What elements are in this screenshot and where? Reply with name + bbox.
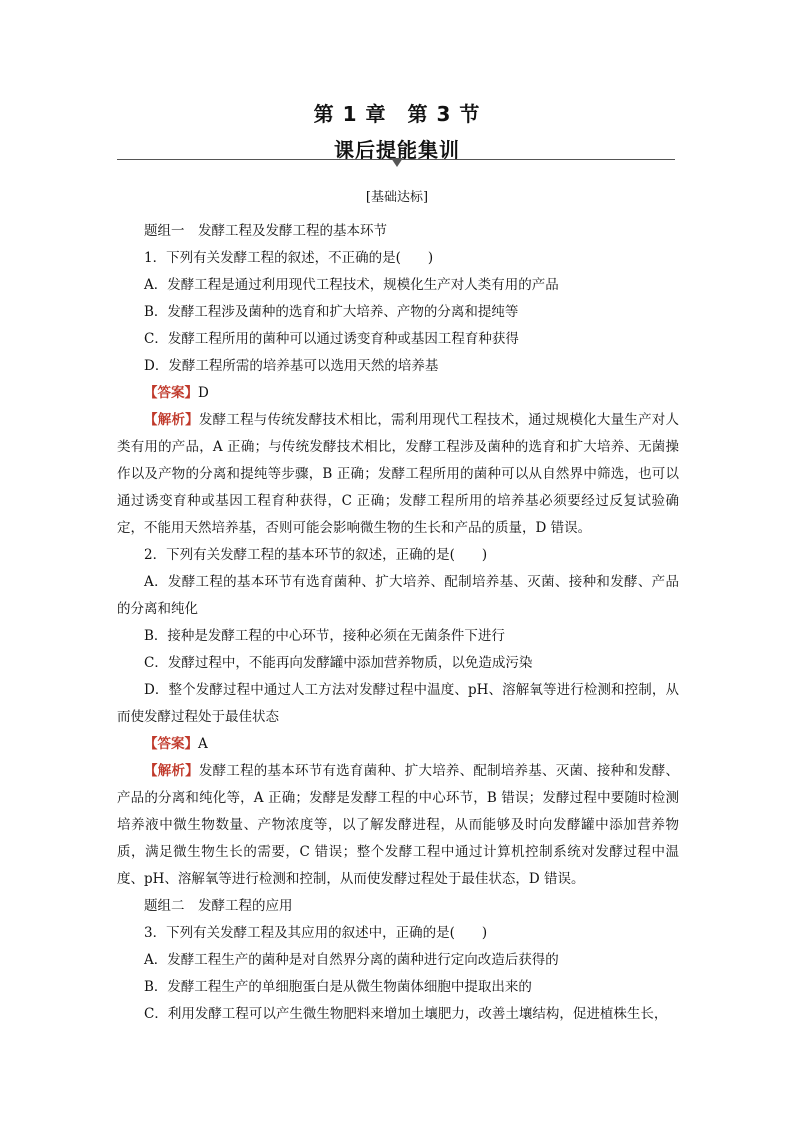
answer-line [117,380,679,407]
question-stem: 3．下列有关发酵工程及其应用的叙述中，正确的是( ) [144,925,488,941]
section-label: [基础达标] [365,190,429,205]
analysis-paragraph [117,758,679,893]
question-stem: 1．下列有关发酵工程的叙述，不正确的是( ) [144,250,434,266]
answer-value: A [198,736,208,752]
option: D．发酵工程所需的培养基可以选用天然的培养基 [144,358,439,374]
option: A．发酵工程的基本环节有选育菌种、扩大培养、配制培养基、灭菌、接种和发酵、产品的分离和纯化 [117,574,679,617]
analysis-text: 发酵工程的基本环节有选育菌种、扩大培养、配制培养基、灭菌、接种和发酵、产品的分离和纯化等，A 正确；发酵是发酵工程的中心环节，B 错误；发酵过程中要随时检测培养液中微生物数量、产物浓度等，以了解发酵进程，从而能够及时向发酵罐中添加营养物质，满足微生物生长的需要，C 错误；整个发酵工程中通过计算机控制系统对发酵过程中温度、pH、溶解氧等进行检测和控制，从而使发酵过程处于最佳状态，D 错误。 [117,763,680,887]
answer-tag: 【答案】 [144,385,198,401]
answer-line [117,731,679,758]
document-body [117,218,679,1028]
answer-value: D [198,385,209,401]
option: D．整个发酵过程中通过人工方法对发酵过程中温度、pH、溶解氧等进行检测和控制，从而使发酵过程处于最佳状态 [117,682,679,725]
option: C．发酵工程所用的菌种可以通过诱变育种或基因工程育种获得 [144,331,519,347]
option: B．发酵工程生产的单细胞蛋白是从微生物菌体细胞中提取出来的 [144,979,532,995]
page-subtitle: 课后提能集训 [334,138,460,162]
question-stem: 2．下列有关发酵工程的基本环节的叙述，正确的是( ) [144,547,488,563]
group-heading: 题组二 发酵工程的应用 [144,898,293,914]
analysis-paragraph [117,407,679,542]
analysis-text: 发酵工程与传统发酵技术相比，需利用现代工程技术，通过规模化大量生产对人类有用的产品，A 正确；与传统发酵技术相比，发酵工程涉及菌种的选育和扩大培养、无菌操作以及产物的分离和提纯等步骤，B 正确；发酵工程所用的菌种可以从自然界中筛选，也可以通过诱变育种或基因工程育种获得，C 正确；发酵工程所用的培养基必须要经过反复试验确定，不能用天然培养基，否则可能会影响微生物的生长和产品的质量，D 错误。 [117,412,680,536]
option: A．发酵工程是通过利用现代工程技术，规模化生产对人类有用的产品 [144,277,559,293]
page-title: 第 1 章 第 3 节 [313,102,481,126]
analysis-tag: 【解析】 [144,763,199,779]
answer-tag: 【答案】 [144,736,198,752]
option: B．接种是发酵工程的中心环节，接种必须在无菌条件下进行 [144,628,505,644]
group-heading: 题组一 发酵工程及发酵工程的基本环节 [144,223,387,239]
option: A．发酵工程生产的菌种是对自然界分离的菌种进行定向改造后获得的 [144,952,559,968]
divider-marker [391,158,403,167]
analysis-tag: 【解析】 [144,412,199,428]
option: B．发酵工程涉及菌种的选育和扩大培养、产物的分离和提纯等 [144,304,519,320]
option: C．发酵过程中，不能再向发酵罐中添加营养物质，以免造成污染 [144,655,533,671]
option: C．利用发酵工程可以产生微生物肥料来增加土壤肥力，改善土壤结构，促进植株生长， [144,1006,668,1022]
